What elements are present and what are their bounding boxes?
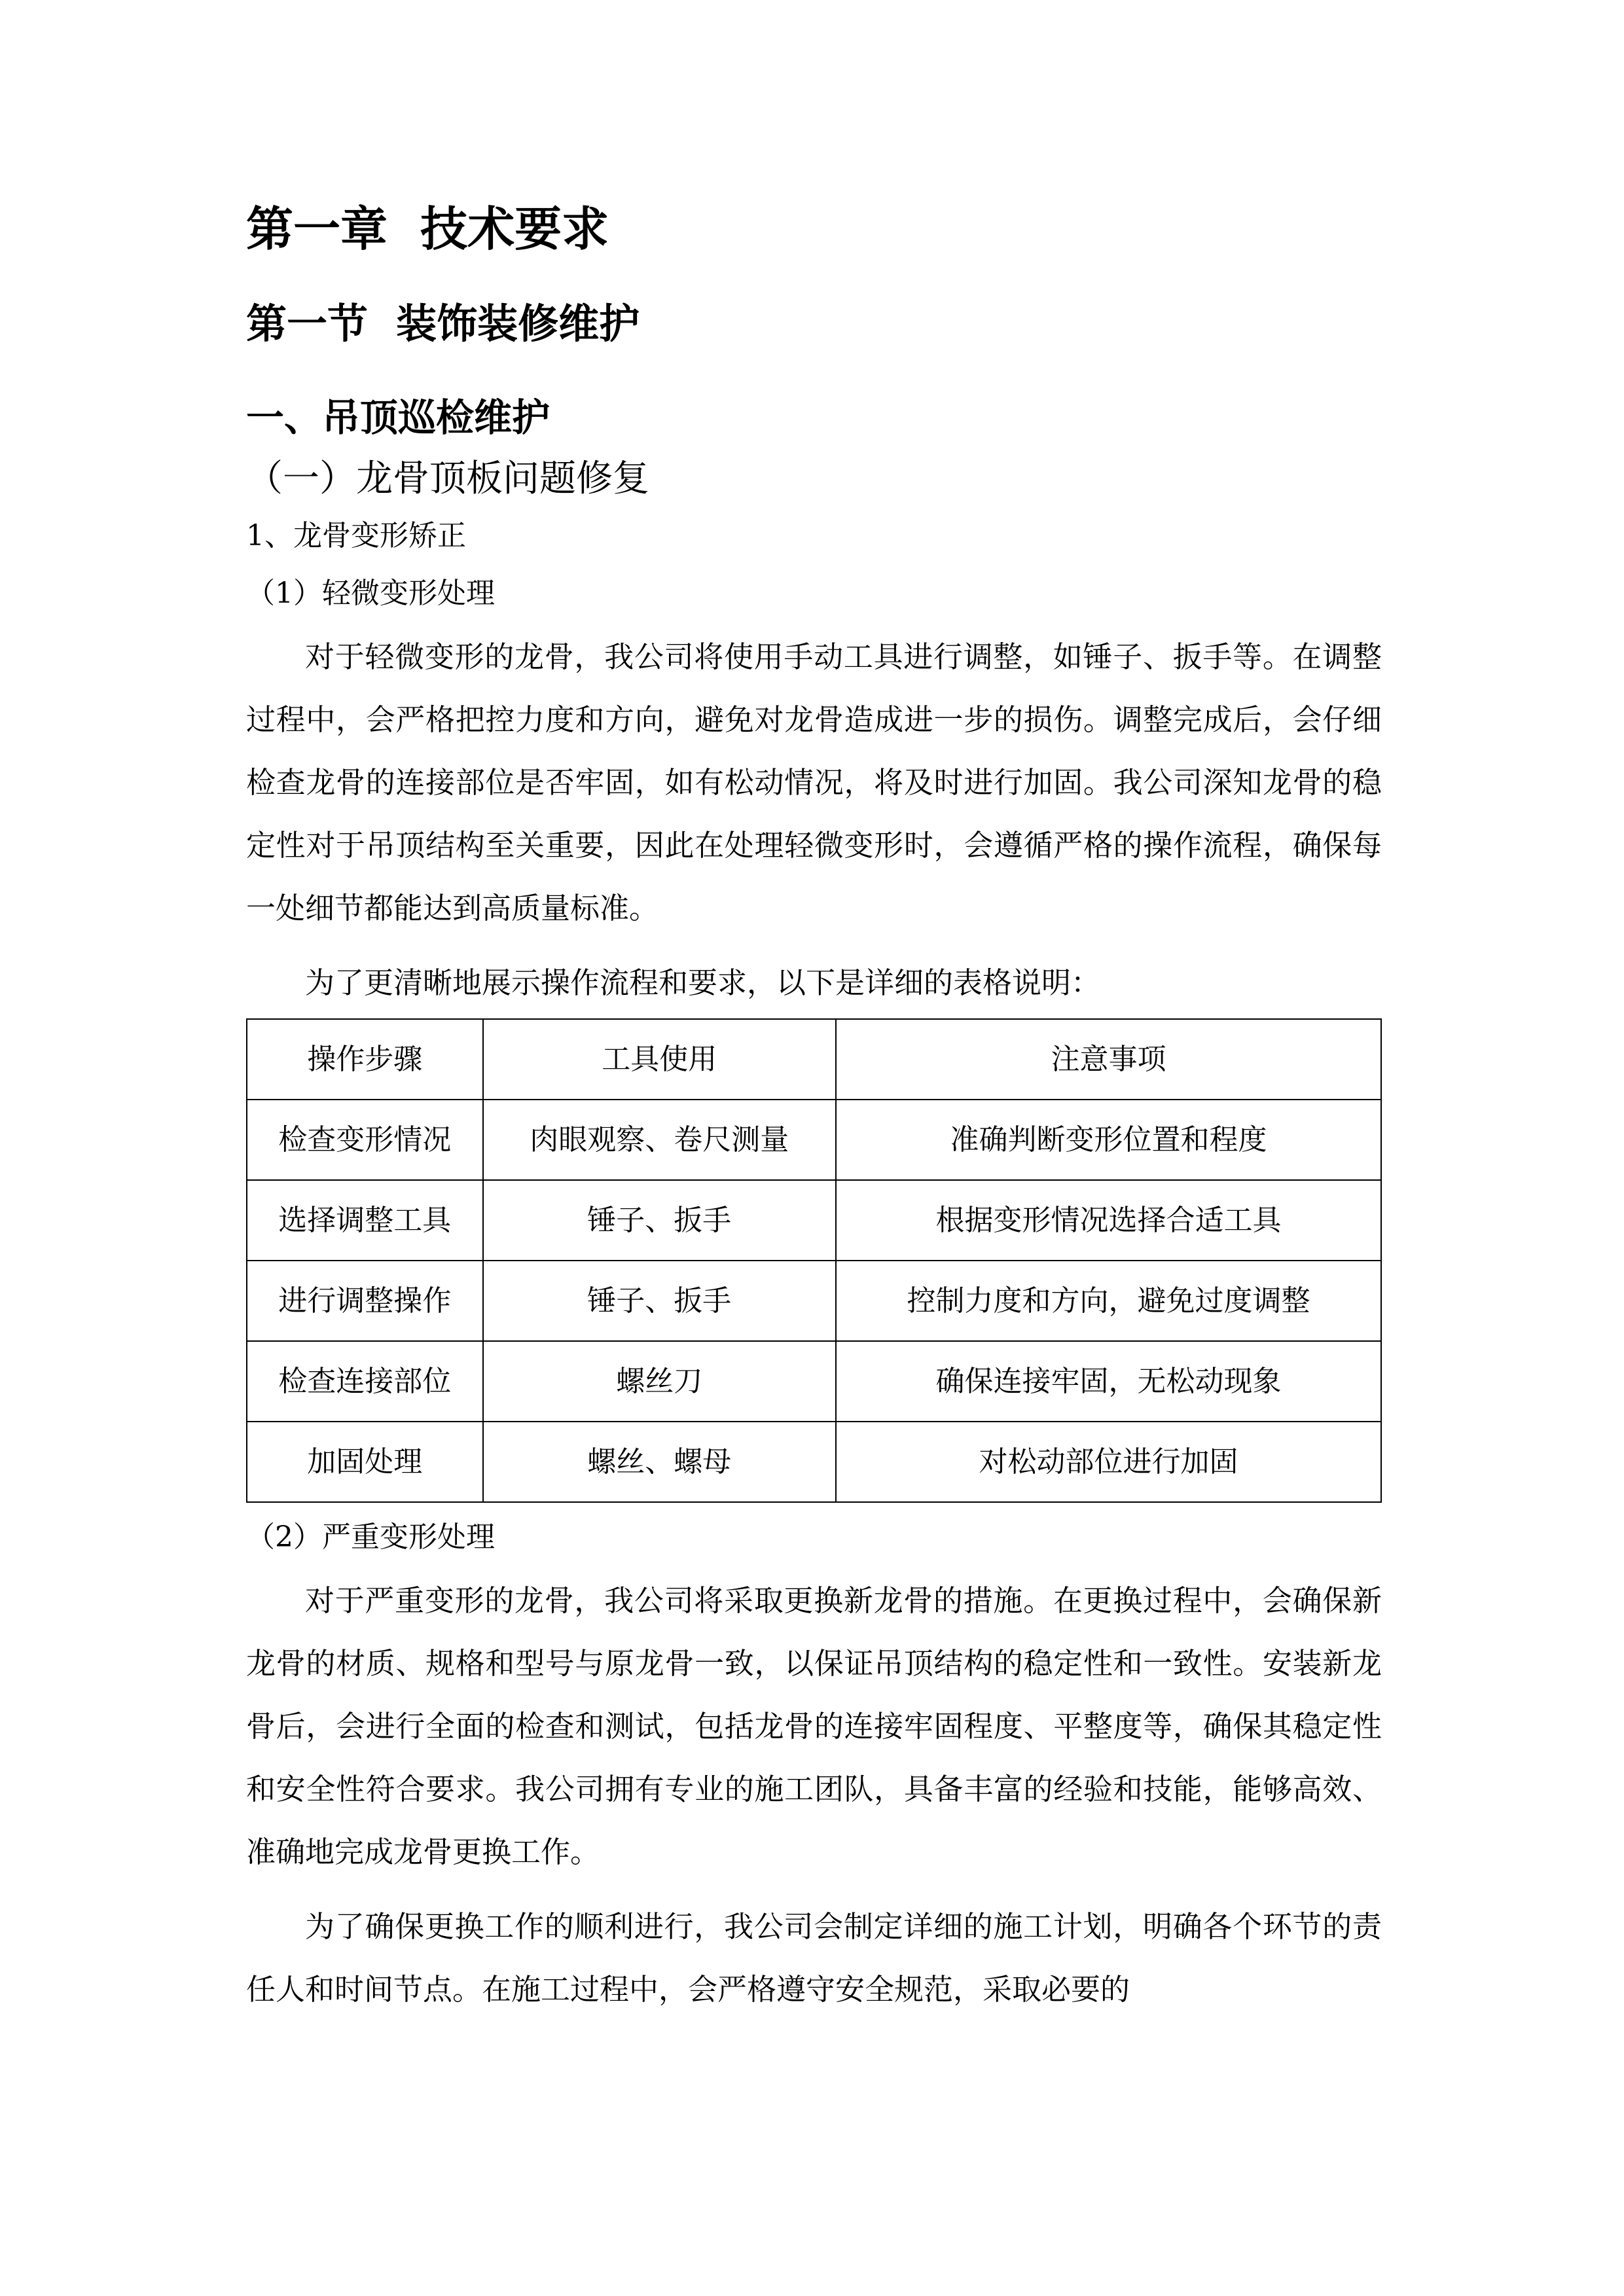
table-cell: 准确判断变形位置和程度 [836,1100,1381,1180]
item-title: 1、龙骨变形矫正 [246,519,466,552]
table-cell: 确保连接牢固，无松动现象 [836,1341,1381,1422]
table-cell: 螺丝刀 [483,1341,836,1422]
table-header-cell: 注意事项 [836,1019,1381,1100]
table-header-row [247,1019,1381,1100]
table-cell: 控制力度和方向，避免过度调整 [836,1261,1381,1341]
table-cell: 加固处理 [247,1422,483,1502]
table-cell: 选择调整工具 [247,1180,483,1261]
table-row [247,1261,1381,1341]
table-cell: 检查连接部位 [247,1341,483,1422]
table-row [247,1180,1381,1261]
table-cell: 根据变形情况选择合适工具 [836,1180,1381,1261]
subsection-title: 一、吊顶巡检维护 [246,395,550,440]
table-row [247,1422,1381,1502]
minor-paragraph-2: 为了更清晰地展示操作流程和要求，以下是详细的表格说明： [305,965,1101,1000]
table-cell: 锤子、扳手 [483,1180,836,1261]
page-content [246,196,1382,2021]
table-header-cell: 工具使用 [483,1019,836,1100]
severe-paragraph-1: 对于严重变形的龙骨，我公司将采取更换新龙骨的措施。在更换过程中，会确保新龙骨的材质、规格和型号与原龙骨一致，以保证吊顶结构的稳定性和一致性。安装新龙骨后，会进行全面的检查和测试，包括龙骨的连接牢固程度、平整度等，确保其稳定性和安全性符合要求。我公司拥有专业的施工团队，具备丰富的经验和技能，能够高效、准确地完成龙骨更换工作。 [246,1583,1382,1869]
severe-deformation-title: （2）严重变形处理 [246,1520,495,1554]
chapter-title: 第一章 技术要求 [246,202,609,257]
part-title: （一）龙骨顶板问题修复 [246,457,649,500]
minor-paragraph-1: 对于轻微变形的龙骨，我公司将使用手动工具进行调整，如锤子、扳手等。在调整过程中，会严格把控力度和方向，避免对龙骨造成进一步的损伤。调整完成后，会仔细检查龙骨的连接部位是否牢固，如有松动情况，将及时进行加固。我公司深知龙骨的稳定性对于吊顶结构至关重要，因此在处理轻微变形时，会遵循严格的操作流程，确保每一处细节都能达到高质量标准。 [246,639,1382,925]
table-row [247,1100,1381,1180]
section-title: 第一节 装饰装修维护 [246,300,640,348]
table-cell: 进行调整操作 [247,1261,483,1341]
table-header-cell: 操作步骤 [247,1019,483,1100]
table-cell: 检查变形情况 [247,1100,483,1180]
table-cell: 锤子、扳手 [483,1261,836,1341]
minor-deformation-title: （1）轻微变形处理 [246,577,495,610]
operation-table [246,1018,1382,1503]
severe-paragraph-2: 为了确保更换工作的顺利进行，我公司会制定详细的施工计划，明确各个环节的责任人和时间节点。在施工过程中，会严格遵守安全规范，采取必要的 [246,1909,1382,2007]
table-cell: 对松动部位进行加固 [836,1422,1381,1502]
table-cell: 肉眼观察、卷尺测量 [483,1100,836,1180]
table-cell: 螺丝、螺母 [483,1422,836,1502]
table-row [247,1341,1381,1422]
